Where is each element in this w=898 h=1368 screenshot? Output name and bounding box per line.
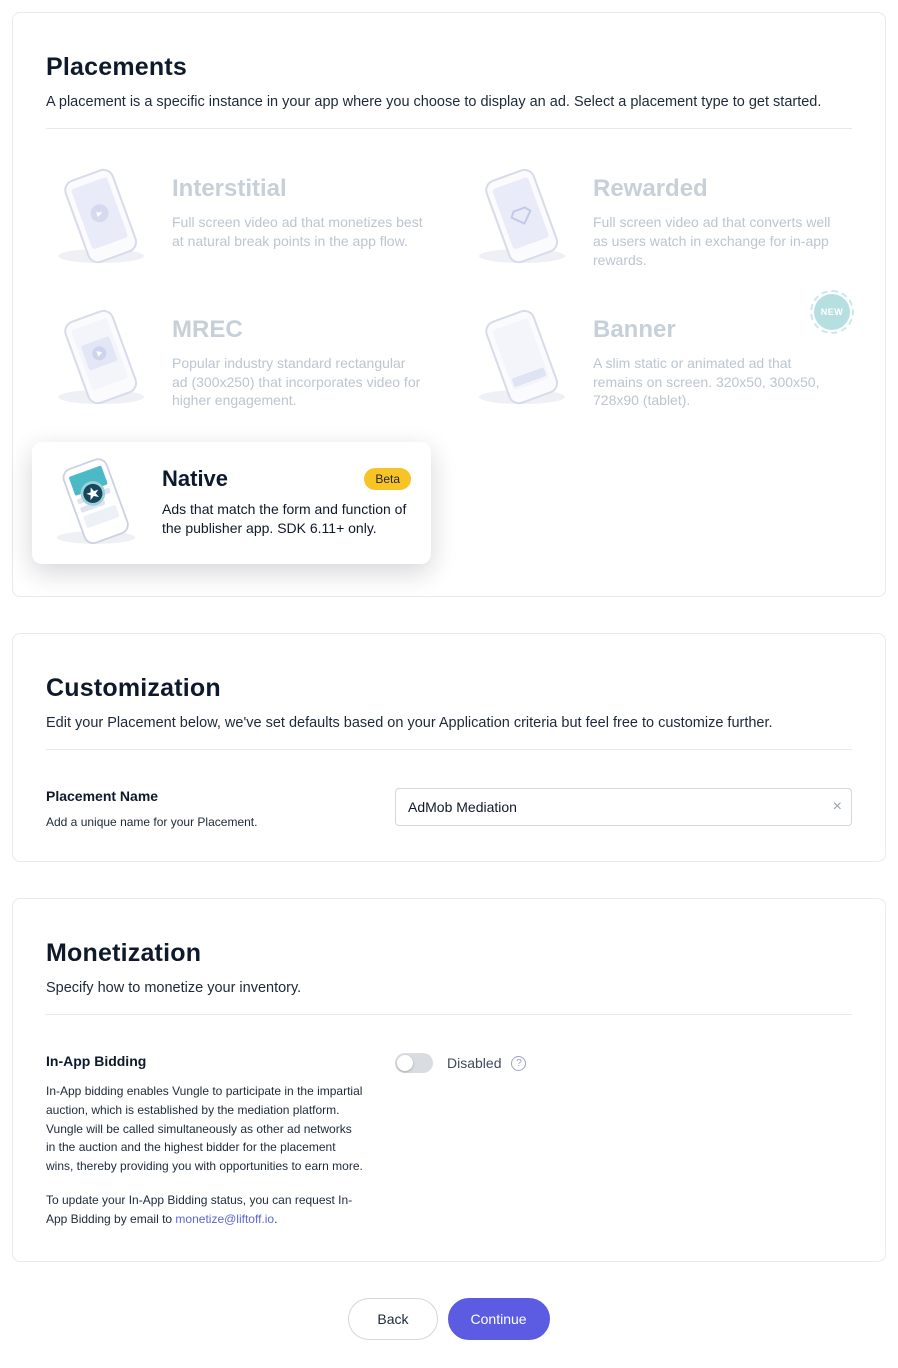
native-title: Native xyxy=(162,465,229,491)
placements-title: Placements xyxy=(46,53,187,81)
interstitial-phone-icon xyxy=(46,167,156,267)
banner-phone-icon xyxy=(467,308,577,408)
in-app-bidding-state: Disabled xyxy=(447,1055,502,1072)
beta-badge: Beta xyxy=(364,468,411,490)
interstitial-title: Interstitial xyxy=(172,175,287,202)
divider xyxy=(46,1014,852,1015)
footer-actions xyxy=(12,1298,886,1340)
rewarded-phone-icon xyxy=(467,167,577,267)
divider xyxy=(46,128,852,129)
placement-name-label: Placement Name xyxy=(46,788,159,805)
in-app-bidding-labels xyxy=(46,1053,395,1228)
in-app-bidding-row xyxy=(46,1053,852,1228)
request-text: To update your In-App Bidding status, you can request In-App Bidding by email to xyxy=(46,1193,353,1226)
placement-type-grid xyxy=(46,167,852,564)
placement-option-interstitial[interactable] xyxy=(46,167,431,270)
placement-name-labels xyxy=(46,788,395,829)
native-description: Ads that match the form and function of the publisher app. SDK 6.11+ only. xyxy=(162,500,407,537)
monetization-title: Monetization xyxy=(46,939,202,968)
interstitial-description: Full screen video ad that monetizes best at natural break points in the app flow. xyxy=(172,214,423,249)
banner-title: Banner xyxy=(593,315,676,343)
mrec-text xyxy=(172,308,424,411)
placement-name-row xyxy=(46,788,852,829)
interstitial-text xyxy=(172,167,424,251)
placements-card xyxy=(12,12,886,597)
divider xyxy=(46,749,852,750)
toggle-knob xyxy=(397,1055,413,1071)
monetize-email-link[interactable]: monetize@liftoff.io xyxy=(175,1211,275,1226)
placement-name-helper: Add a unique name for your Placement. xyxy=(46,815,258,830)
placement-option-banner[interactable] xyxy=(467,308,852,411)
placement-option-native[interactable] xyxy=(32,442,431,564)
banner-description: A slim static or animated ad that remains on screen. 320x50, 300x50, 728x90 (tablet). xyxy=(593,354,820,409)
mrec-phone-icon xyxy=(46,308,156,408)
rewarded-text xyxy=(593,167,845,270)
rewarded-title: Rewarded xyxy=(593,175,708,202)
back-button[interactable]: Back xyxy=(348,1298,437,1340)
customization-title: Customization xyxy=(46,674,221,703)
mrec-title: MREC xyxy=(172,315,243,343)
placement-option-mrec[interactable] xyxy=(46,308,431,411)
help-icon[interactable]: ? xyxy=(511,1056,526,1071)
new-badge: NEW xyxy=(814,294,850,330)
banner-text xyxy=(593,308,845,411)
customization-card xyxy=(12,633,886,862)
in-app-bidding-toggle-row xyxy=(395,1053,852,1073)
native-phone-icon xyxy=(46,456,146,548)
in-app-bidding-description: In-App bidding enables Vungle to participate in the impartial auction, which is established by the mediation platform. Vungle will be called simultaneously as other ad networks in the auction and the highest bidder for the placement wins, thereby providing you with opportunities to earn more. xyxy=(46,1084,363,1173)
in-app-bidding-request xyxy=(46,1191,364,1228)
placements-subtitle: A placement is a specific instance in your app where you choose to display an ad. Select a placement type to get started. xyxy=(46,94,822,110)
rewarded-description: Full screen video ad that converts well as users watch in exchange for in-app rewards. xyxy=(593,214,831,268)
in-app-bidding-toggle[interactable] xyxy=(395,1053,433,1073)
request-suffix: . xyxy=(274,1211,278,1226)
customization-subtitle: Edit your Placement below, we've set defaults based on your Application criteria but feel free to customize further. xyxy=(46,715,773,732)
placement-name-input[interactable] xyxy=(395,788,852,826)
in-app-bidding-label: In-App Bidding xyxy=(46,1053,147,1070)
clear-input-icon[interactable]: × xyxy=(832,798,842,816)
native-text xyxy=(162,466,411,539)
placement-option-rewarded[interactable] xyxy=(467,167,852,270)
mrec-description: Popular industry standard rectangular ad (300x250) that incorporates video for higher engagement. xyxy=(172,354,421,409)
monetization-subtitle: Specify how to monetize your inventory. xyxy=(46,980,302,997)
monetization-card xyxy=(12,898,886,1261)
continue-button[interactable]: Continue xyxy=(448,1298,550,1340)
